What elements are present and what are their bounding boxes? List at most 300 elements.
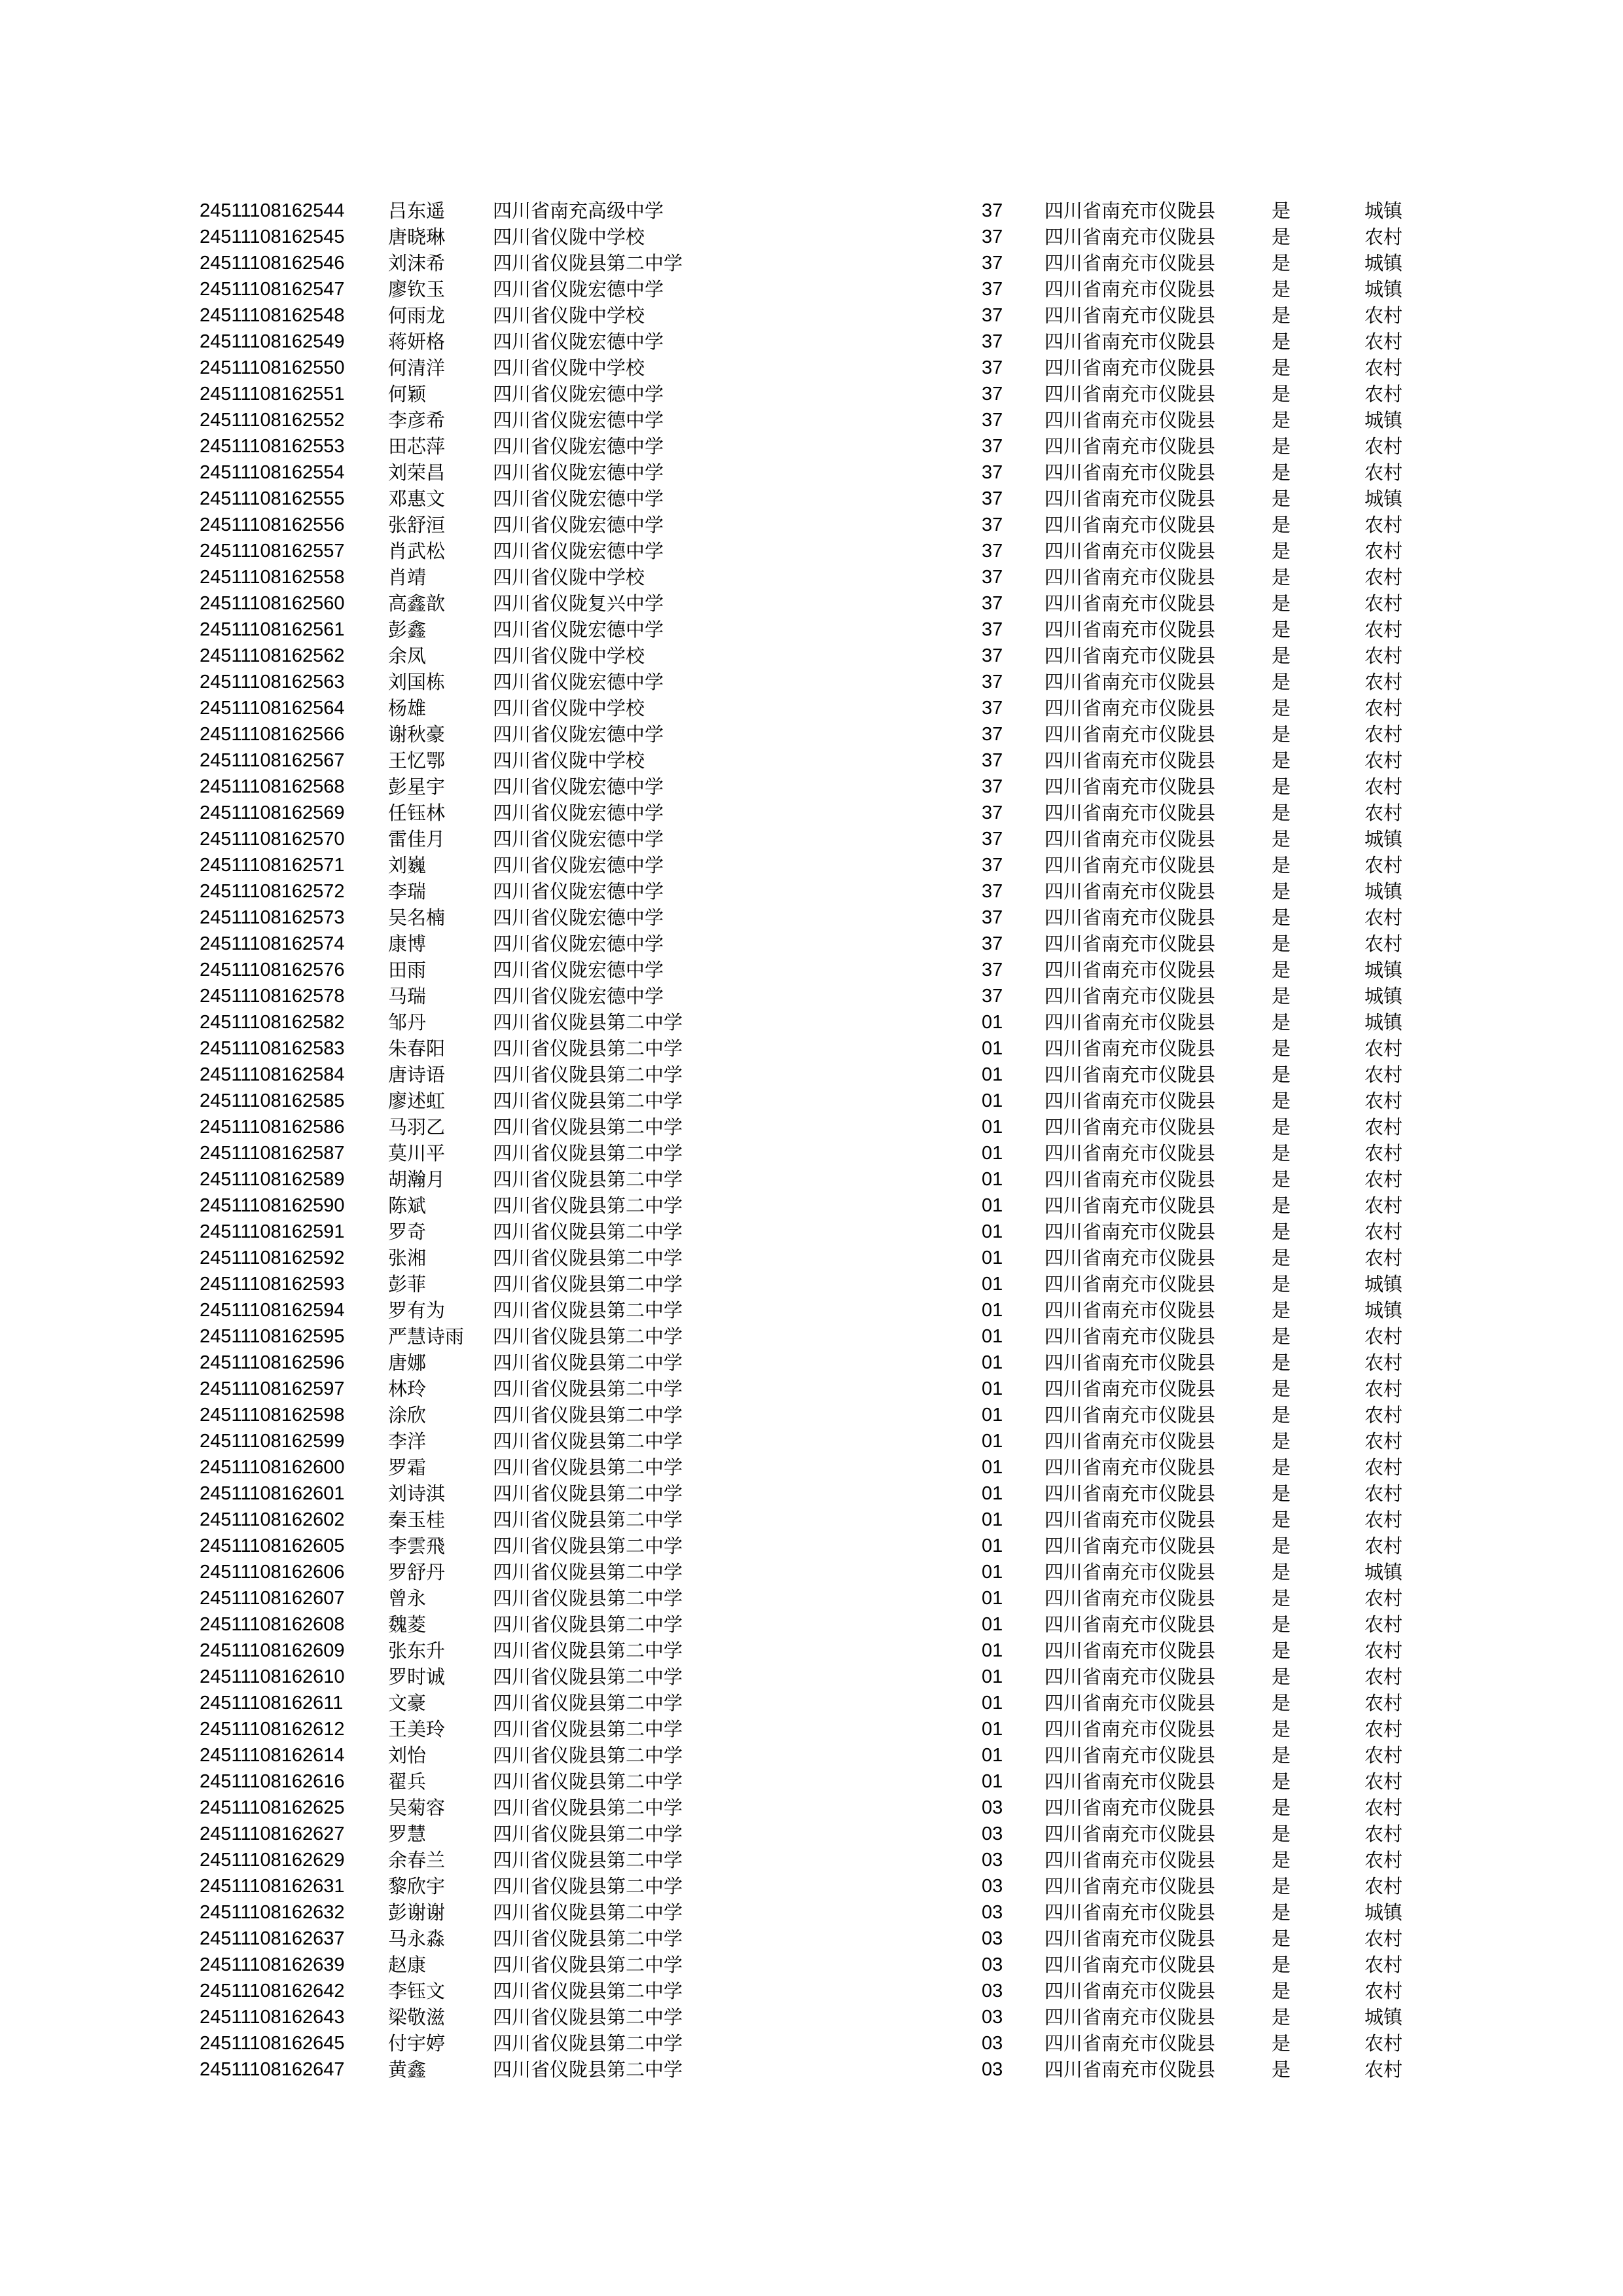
table-row	[0, 1193, 1623, 1219]
residence-type: 农村	[1364, 357, 1403, 379]
school-name: 四川省仪陇中学校	[493, 697, 645, 719]
school-name: 四川省仪陇宏德中学	[493, 802, 664, 824]
record-id: 24511108162554	[200, 462, 345, 483]
residence-type: 农村	[1364, 331, 1403, 353]
school-name: 四川省仪陇宏德中学	[493, 985, 664, 1007]
category-code: 03	[982, 1797, 1003, 1818]
table-row	[0, 1297, 1623, 1323]
table-row	[0, 329, 1623, 355]
student-name: 罗霜	[388, 1456, 427, 1479]
region: 四川省南充市仪陇县	[1044, 1378, 1216, 1400]
confirm-flag: 是	[1272, 749, 1291, 772]
table-row	[0, 1664, 1623, 1690]
school-name: 四川省仪陇县第二中学	[493, 1352, 683, 1374]
region: 四川省南充市仪陇县	[1044, 1535, 1216, 1557]
table-row	[0, 2056, 1623, 2083]
school-name: 四川省仪陇宏德中学	[493, 933, 664, 955]
record-id: 24511108162558	[200, 567, 345, 588]
record-id: 24511108162586	[200, 1117, 345, 1138]
record-id: 24511108162560	[200, 593, 345, 614]
record-id: 24511108162582	[200, 1012, 345, 1033]
residence-type: 城镇	[1364, 959, 1403, 981]
region: 四川省南充市仪陇县	[1044, 566, 1216, 588]
residence-type: 城镇	[1364, 1011, 1403, 1033]
student-name: 胡瀚月	[388, 1168, 446, 1191]
region: 四川省南充市仪陇县	[1044, 200, 1216, 222]
school-name: 四川省仪陇宏德中学	[493, 906, 664, 929]
confirm-flag: 是	[1272, 592, 1291, 615]
record-id: 24511108162574	[200, 933, 345, 954]
region: 四川省南充市仪陇县	[1044, 1352, 1216, 1374]
confirm-flag: 是	[1272, 1666, 1291, 1688]
table-row	[0, 1507, 1623, 1533]
category-code: 37	[982, 305, 1003, 326]
table-row	[0, 538, 1623, 564]
school-name: 四川省仪陇宏德中学	[493, 331, 664, 353]
confirm-flag: 是	[1272, 1247, 1291, 1269]
category-code: 37	[982, 698, 1003, 719]
table-row	[0, 774, 1623, 800]
table-row	[0, 564, 1623, 590]
record-id: 24511108162600	[200, 1457, 345, 1478]
category-code: 37	[982, 384, 1003, 404]
school-name: 四川省仪陇宏德中学	[493, 828, 664, 850]
confirm-flag: 是	[1272, 304, 1291, 327]
table-row	[0, 1585, 1623, 1611]
school-name: 四川省仪陇县第二中学	[493, 1692, 683, 1714]
school-name: 四川省仪陇县第二中学	[493, 1875, 683, 1897]
student-name: 魏菱	[388, 1613, 427, 1636]
residence-type: 农村	[1364, 1875, 1403, 1897]
school-name: 四川省仪陇县第二中学	[493, 1535, 683, 1557]
school-name: 四川省仪陇县第二中学	[493, 1168, 683, 1191]
record-id: 24511108162643	[200, 2007, 345, 2028]
table-row	[0, 1323, 1623, 1350]
region: 四川省南充市仪陇县	[1044, 1482, 1216, 1505]
region: 四川省南充市仪陇县	[1044, 1640, 1216, 1662]
category-code: 03	[982, 2007, 1003, 2028]
student-name: 付宇婷	[388, 2032, 446, 2054]
category-code: 01	[982, 1090, 1003, 1111]
category-code: 01	[982, 1300, 1003, 1321]
confirm-flag: 是	[1272, 226, 1291, 248]
residence-type: 农村	[1364, 906, 1403, 929]
record-id: 24511108162614	[200, 1745, 345, 1766]
region: 四川省南充市仪陇县	[1044, 645, 1216, 667]
student-name: 林玲	[388, 1378, 427, 1400]
record-id: 24511108162587	[200, 1143, 345, 1164]
category-code: 01	[982, 1378, 1003, 1399]
confirm-flag: 是	[1272, 1221, 1291, 1243]
category-code: 37	[982, 200, 1003, 221]
region: 四川省南充市仪陇县	[1044, 461, 1216, 484]
confirm-flag: 是	[1272, 409, 1291, 431]
record-id: 24511108162578	[200, 986, 345, 1007]
category-code: 01	[982, 1431, 1003, 1452]
student-name: 李彦希	[388, 409, 446, 431]
table-row	[0, 1978, 1623, 2004]
table-row	[0, 2030, 1623, 2056]
student-name: 康博	[388, 933, 427, 955]
residence-type: 农村	[1364, 2032, 1403, 2054]
category-code: 03	[982, 1876, 1003, 1897]
school-name: 四川省仪陇县第二中学	[493, 1378, 683, 1400]
category-code: 37	[982, 907, 1003, 928]
region: 四川省南充市仪陇县	[1044, 252, 1216, 274]
record-id: 24511108162568	[200, 776, 345, 797]
region: 四川省南充市仪陇县	[1044, 1875, 1216, 1897]
student-name: 杨雄	[388, 697, 427, 719]
region: 四川省南充市仪陇县	[1044, 435, 1216, 457]
region: 四川省南充市仪陇县	[1044, 1037, 1216, 1060]
residence-type: 城镇	[1364, 1299, 1403, 1321]
school-name: 四川省仪陇县第二中学	[493, 1456, 683, 1479]
residence-type: 农村	[1364, 1928, 1403, 1950]
confirm-flag: 是	[1272, 1980, 1291, 2002]
category-code: 01	[982, 1588, 1003, 1609]
confirm-flag: 是	[1272, 1535, 1291, 1557]
table-row	[0, 1638, 1623, 1664]
student-name: 肖靖	[388, 566, 427, 588]
confirm-flag: 是	[1272, 1875, 1291, 1897]
table-row	[0, 302, 1623, 329]
region: 四川省南充市仪陇县	[1044, 802, 1216, 824]
region: 四川省南充市仪陇县	[1044, 1561, 1216, 1583]
table-row	[0, 1768, 1623, 1795]
category-code: 37	[982, 750, 1003, 771]
school-name: 四川省仪陇宏德中学	[493, 435, 664, 457]
student-name: 余凤	[388, 645, 427, 667]
table-row	[0, 1952, 1623, 1978]
record-id: 24511108162556	[200, 514, 345, 535]
school-name: 四川省仪陇县第二中学	[493, 1247, 683, 1269]
region: 四川省南充市仪陇县	[1044, 1901, 1216, 1924]
school-name: 四川省仪陇中学校	[493, 566, 645, 588]
table-row	[0, 1140, 1623, 1166]
confirm-flag: 是	[1272, 828, 1291, 850]
record-id: 24511108162573	[200, 907, 345, 928]
school-name: 四川省仪陇县第二中学	[493, 1797, 683, 1819]
region: 四川省南充市仪陇县	[1044, 1980, 1216, 2002]
record-id: 24511108162599	[200, 1431, 345, 1452]
student-name: 罗时诚	[388, 1666, 446, 1688]
record-id: 24511108162609	[200, 1640, 345, 1661]
table-row	[0, 852, 1623, 878]
confirm-flag: 是	[1272, 1797, 1291, 1819]
category-code: 01	[982, 1274, 1003, 1295]
confirm-flag: 是	[1272, 854, 1291, 876]
record-id: 24511108162607	[200, 1588, 345, 1609]
residence-type: 城镇	[1364, 2006, 1403, 2028]
region: 四川省南充市仪陇县	[1044, 1273, 1216, 1295]
confirm-flag: 是	[1272, 1928, 1291, 1950]
region: 四川省南充市仪陇县	[1044, 1456, 1216, 1479]
record-id: 24511108162645	[200, 2033, 345, 2054]
confirm-flag: 是	[1272, 1770, 1291, 1793]
table-row	[0, 1742, 1623, 1768]
residence-type: 农村	[1364, 1378, 1403, 1400]
student-name: 邹丹	[388, 1011, 427, 1033]
student-name: 邓惠文	[388, 488, 446, 510]
record-id: 24511108162610	[200, 1666, 345, 1687]
school-name: 四川省仪陇中学校	[493, 357, 645, 379]
residence-type: 农村	[1364, 671, 1403, 693]
residence-type: 农村	[1364, 1770, 1403, 1793]
record-id: 24511108162572	[200, 881, 345, 902]
record-id: 24511108162612	[200, 1719, 345, 1740]
confirm-flag: 是	[1272, 1692, 1291, 1714]
residence-type: 农村	[1364, 749, 1403, 772]
region: 四川省南充市仪陇县	[1044, 383, 1216, 405]
table-row	[0, 695, 1623, 721]
school-name: 四川省仪陇县第二中学	[493, 1325, 683, 1348]
category-code: 01	[982, 1509, 1003, 1530]
confirm-flag: 是	[1272, 1954, 1291, 1976]
region: 四川省南充市仪陇县	[1044, 1168, 1216, 1191]
confirm-flag: 是	[1272, 1587, 1291, 1609]
record-id: 24511108162561	[200, 619, 345, 640]
record-id: 24511108162576	[200, 960, 345, 980]
school-name: 四川省仪陇县第二中学	[493, 1744, 683, 1767]
school-name: 四川省仪陇县第二中学	[493, 1116, 683, 1138]
residence-type: 农村	[1364, 435, 1403, 457]
student-name: 刘国栋	[388, 671, 446, 693]
residence-type: 农村	[1364, 1142, 1403, 1164]
confirm-flag: 是	[1272, 1561, 1291, 1583]
residence-type: 农村	[1364, 1849, 1403, 1871]
record-id: 24511108162632	[200, 1902, 345, 1923]
confirm-flag: 是	[1272, 540, 1291, 562]
category-code: 37	[982, 776, 1003, 797]
record-id: 24511108162569	[200, 802, 345, 823]
table-row	[0, 931, 1623, 957]
table-row	[0, 1350, 1623, 1376]
confirm-flag: 是	[1272, 802, 1291, 824]
table-row	[0, 1035, 1623, 1062]
record-id: 24511108162631	[200, 1876, 345, 1897]
residence-type: 农村	[1364, 854, 1403, 876]
residence-type: 农村	[1364, 304, 1403, 327]
table-row	[0, 250, 1623, 276]
school-name: 四川省仪陇县第二中学	[493, 1299, 683, 1321]
category-code: 01	[982, 1483, 1003, 1504]
region: 四川省南充市仪陇县	[1044, 959, 1216, 981]
record-id: 24511108162642	[200, 1981, 345, 2001]
residence-type: 农村	[1364, 540, 1403, 562]
confirm-flag: 是	[1272, 278, 1291, 300]
confirm-flag: 是	[1272, 697, 1291, 719]
category-code: 01	[982, 1169, 1003, 1190]
confirm-flag: 是	[1272, 1142, 1291, 1164]
student-name: 王美玲	[388, 1718, 446, 1740]
student-name: 马羽乙	[388, 1116, 446, 1138]
confirm-flag: 是	[1272, 619, 1291, 641]
record-id: 24511108162549	[200, 331, 345, 352]
table-row	[0, 1821, 1623, 1847]
confirm-flag: 是	[1272, 514, 1291, 536]
student-name: 李雲飛	[388, 1535, 446, 1557]
record-id: 24511108162647	[200, 2059, 345, 2080]
confirm-flag: 是	[1272, 1325, 1291, 1348]
record-id: 24511108162555	[200, 488, 345, 509]
student-name: 黎欣宇	[388, 1875, 446, 1897]
school-name: 四川省仪陇县第二中学	[493, 1718, 683, 1740]
category-code: 37	[982, 881, 1003, 902]
category-code: 03	[982, 1850, 1003, 1871]
region: 四川省南充市仪陇县	[1044, 331, 1216, 353]
record-id: 24511108162551	[200, 384, 345, 404]
record-id: 24511108162544	[200, 200, 345, 221]
record-id: 24511108162629	[200, 1850, 345, 1871]
region: 四川省南充市仪陇县	[1044, 1404, 1216, 1426]
region: 四川省南充市仪陇县	[1044, 1613, 1216, 1636]
student-name: 廖钦玉	[388, 278, 446, 300]
region: 四川省南充市仪陇县	[1044, 985, 1216, 1007]
residence-type: 农村	[1364, 226, 1403, 248]
residence-type: 城镇	[1364, 278, 1403, 300]
confirm-flag: 是	[1272, 933, 1291, 955]
region: 四川省南充市仪陇县	[1044, 1954, 1216, 1976]
region: 四川省南充市仪陇县	[1044, 1142, 1216, 1164]
confirm-flag: 是	[1272, 461, 1291, 484]
table-row	[0, 1873, 1623, 1899]
residence-type: 农村	[1364, 514, 1403, 536]
residence-type: 农村	[1364, 566, 1403, 588]
student-name: 何颖	[388, 383, 427, 405]
category-code: 01	[982, 1693, 1003, 1713]
residence-type: 农村	[1364, 619, 1403, 641]
residence-type: 农村	[1364, 1430, 1403, 1452]
confirm-flag: 是	[1272, 645, 1291, 667]
table-row	[0, 1716, 1623, 1742]
category-code: 37	[982, 802, 1003, 823]
residence-type: 农村	[1364, 1954, 1403, 1976]
category-code: 37	[982, 933, 1003, 954]
category-code: 01	[982, 1614, 1003, 1635]
student-name: 罗有为	[388, 1299, 446, 1321]
residence-type: 农村	[1364, 723, 1403, 745]
table-row	[0, 957, 1623, 983]
school-name: 四川省仪陇县第二中学	[493, 252, 683, 274]
confirm-flag: 是	[1272, 1901, 1291, 1924]
table-row	[0, 1454, 1623, 1480]
residence-type: 农村	[1364, 1247, 1403, 1269]
category-code: 01	[982, 1640, 1003, 1661]
confirm-flag: 是	[1272, 200, 1291, 222]
residence-type: 农村	[1364, 1509, 1403, 1531]
confirm-flag: 是	[1272, 357, 1291, 379]
table-row	[0, 1062, 1623, 1088]
student-name: 雷佳月	[388, 828, 446, 850]
region: 四川省南充市仪陇县	[1044, 697, 1216, 719]
residence-type: 农村	[1364, 697, 1403, 719]
region: 四川省南充市仪陇县	[1044, 619, 1216, 641]
region: 四川省南充市仪陇县	[1044, 1823, 1216, 1845]
student-name: 张湘	[388, 1247, 427, 1269]
student-name: 莫川平	[388, 1142, 446, 1164]
school-name: 四川省仪陇县第二中学	[493, 1954, 683, 1976]
confirm-flag: 是	[1272, 1116, 1291, 1138]
student-name: 马瑞	[388, 985, 427, 1007]
student-name: 彭谢谢	[388, 1901, 446, 1924]
category-code: 37	[982, 279, 1003, 300]
confirm-flag: 是	[1272, 1744, 1291, 1767]
category-code: 37	[982, 357, 1003, 378]
region: 四川省南充市仪陇县	[1044, 1770, 1216, 1793]
category-code: 37	[982, 253, 1003, 274]
table-row	[0, 1926, 1623, 1952]
table-row	[0, 1166, 1623, 1193]
residence-type: 农村	[1364, 1168, 1403, 1191]
confirm-flag: 是	[1272, 1613, 1291, 1636]
confirm-flag: 是	[1272, 776, 1291, 798]
student-name: 肖武松	[388, 540, 446, 562]
student-name: 余春兰	[388, 1849, 446, 1871]
record-id: 24511108162602	[200, 1509, 345, 1530]
student-name: 吴名楠	[388, 906, 446, 929]
confirm-flag: 是	[1272, 2032, 1291, 2054]
confirm-flag: 是	[1272, 723, 1291, 745]
confirm-flag: 是	[1272, 1299, 1291, 1321]
region: 四川省南充市仪陇县	[1044, 1011, 1216, 1033]
student-name: 刘巍	[388, 854, 427, 876]
record-id: 24511108162550	[200, 357, 345, 378]
school-name: 四川省仪陇县第二中学	[493, 1430, 683, 1452]
table-row	[0, 512, 1623, 538]
residence-type: 城镇	[1364, 985, 1403, 1007]
record-id: 24511108162590	[200, 1195, 345, 1216]
student-name: 秦玉桂	[388, 1509, 446, 1531]
table-row	[0, 905, 1623, 931]
confirm-flag: 是	[1272, 1456, 1291, 1479]
category-code: 37	[982, 960, 1003, 980]
region: 四川省南充市仪陇县	[1044, 304, 1216, 327]
student-name: 张舒洹	[388, 514, 446, 536]
table-row	[0, 1690, 1623, 1716]
table-row	[0, 617, 1623, 643]
student-name: 梁敬滋	[388, 2006, 446, 2028]
region: 四川省南充市仪陇县	[1044, 540, 1216, 562]
record-id: 24511108162616	[200, 1771, 345, 1792]
residence-type: 农村	[1364, 1482, 1403, 1505]
residence-type: 城镇	[1364, 1273, 1403, 1295]
student-name: 李钰文	[388, 1980, 446, 2002]
table-row	[0, 381, 1623, 407]
region: 四川省南充市仪陇县	[1044, 723, 1216, 745]
student-name: 罗舒丹	[388, 1561, 446, 1583]
residence-type: 农村	[1364, 1116, 1403, 1138]
residence-type: 农村	[1364, 1352, 1403, 1374]
table-row	[0, 1219, 1623, 1245]
record-id: 24511108162608	[200, 1614, 345, 1635]
category-code: 01	[982, 1562, 1003, 1583]
table-row	[0, 1611, 1623, 1638]
table-row	[0, 1009, 1623, 1035]
confirm-flag: 是	[1272, 1404, 1291, 1426]
residence-type: 农村	[1364, 1797, 1403, 1819]
region: 四川省南充市仪陇县	[1044, 1221, 1216, 1243]
confirm-flag: 是	[1272, 488, 1291, 510]
school-name: 四川省仪陇县第二中学	[493, 1666, 683, 1688]
record-id: 24511108162571	[200, 855, 345, 876]
category-code: 01	[982, 1195, 1003, 1216]
region: 四川省南充市仪陇县	[1044, 1116, 1216, 1138]
record-id: 24511108162601	[200, 1483, 345, 1504]
record-id: 24511108162596	[200, 1352, 345, 1373]
table-row	[0, 1559, 1623, 1585]
record-id: 24511108162553	[200, 436, 345, 457]
region: 四川省南充市仪陇县	[1044, 226, 1216, 248]
